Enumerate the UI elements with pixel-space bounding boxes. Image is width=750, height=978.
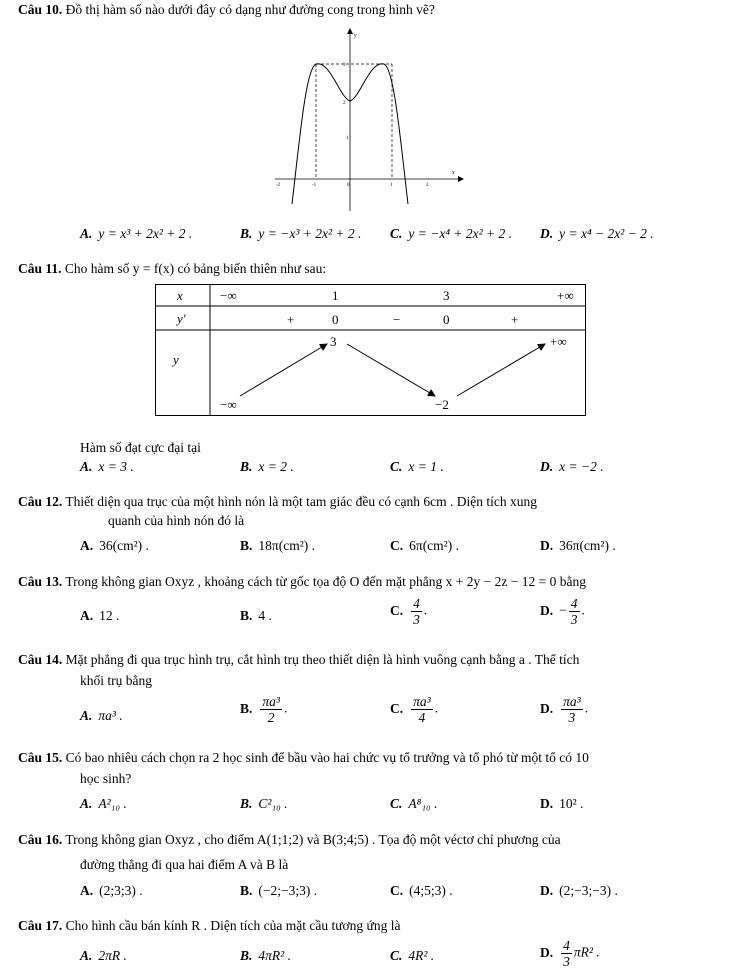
q16-option-a[interactable]: A. (2;3;3) .: [80, 883, 143, 898]
table-x-val-2: 3: [443, 288, 450, 303]
table-x-val-1: 1: [332, 288, 339, 303]
table-sign-1: 0: [332, 312, 339, 327]
graph-y-label: y: [354, 33, 357, 39]
q10-text: Đồ thị hàm số nào dưới đây có dạng như đường cong trong hình vẽ?: [65, 2, 435, 17]
graph-tick-y1: 1: [346, 136, 349, 141]
graph-tick-y2: 2: [343, 101, 346, 106]
table-y-top-1: 3: [330, 334, 337, 349]
q17-header: [18, 918, 400, 934]
q12-number: Câu 12.: [18, 494, 63, 509]
graph-tick-xm2: -2: [276, 183, 281, 188]
q16-text-line2: đường thẳng đi qua hai điểm A và B là: [80, 857, 289, 872]
q12-text-line2: quanh của hình nón đó là: [108, 513, 245, 528]
q13-option-b[interactable]: B. 4 .: [240, 608, 272, 623]
q12-option-d[interactable]: D. 36π(cm²) .: [540, 538, 616, 553]
q14-number: Câu 14.: [18, 652, 63, 667]
q12-option-b[interactable]: B. 18π(cm²) .: [240, 538, 315, 553]
graph-x-label: x: [452, 170, 455, 176]
graph-tick-xm1: -1: [312, 183, 317, 188]
q10-header: [18, 2, 435, 18]
q16-text-line1: Trong không gian Oxyz , cho điểm A(1;1;2) và B(3;4;5) . Tọa độ một véctơ chỉ phương của: [65, 832, 561, 847]
q12-option-c[interactable]: C. 6π(cm²) .: [390, 538, 459, 553]
q12-option-a[interactable]: A. 36(cm²) .: [80, 538, 149, 553]
fraction: $\frac{4}{3}$: [563, 938, 570, 969]
variation-table: [155, 284, 586, 416]
q14-option-b[interactable]: B. $\frac{\text{πa³}}{2}$ .: [240, 694, 288, 725]
q13-option-d[interactable]: D. − $\frac{4}{3}$ .: [540, 596, 585, 627]
q17-text: Cho hình cầu bán kính R . Diện tích của mặt cầu tương ứng là: [65, 918, 401, 933]
q13-option-c[interactable]: C. $\frac{4}{3}$ .: [390, 596, 428, 627]
q10-option-c[interactable]: C. y = −x⁴ + 2x² + 2 .: [390, 226, 513, 241]
q14-option-a[interactable]: A. πa³ .: [80, 708, 123, 723]
q16-option-d[interactable]: D. (2;−3;−3) .: [540, 883, 618, 898]
q11-option-d[interactable]: D. x = −2 .: [540, 459, 604, 474]
q14-option-d[interactable]: D. $\frac{\text{πa³}}{3}$ .: [540, 694, 589, 725]
fraction: $\frac{\text{πa³}}{2}$: [262, 694, 280, 725]
q17-option-a[interactable]: A. 2πR .: [80, 948, 127, 963]
q15-option-c[interactable]: C. A⁸₁₀ .: [390, 796, 438, 811]
q16-option-c[interactable]: C. (4;5;3) .: [390, 883, 453, 898]
graph-tick-y3: 3: [343, 63, 346, 68]
q10-graph: [270, 26, 470, 216]
q15-option-b[interactable]: B. C²₁₀ .: [240, 796, 288, 811]
q10-option-d[interactable]: D. y = x⁴ − 2x² − 2 .: [540, 226, 654, 241]
table-y-bot-1: −∞: [220, 397, 237, 412]
table-sign-4: +: [511, 312, 519, 327]
q10-number: Câu 10.: [18, 2, 63, 17]
table-y-head: y: [173, 352, 179, 367]
q15-text-line1: Có bao nhiêu cách chọn ra 2 học sinh để bầu vào hai chức vụ tổ trưởng và tổ phó từ một tổ có 10: [65, 750, 589, 765]
q14-text-line1: Mặt phẳng đi qua trục hình trụ, cắt hình trụ theo thiết diện là hình vuông cạnh bằng a . Thể tích: [65, 652, 580, 667]
table-sign-3: 0: [443, 312, 450, 327]
q11-text: Cho hàm số y = f(x) có bảng biến thiên như sau:: [64, 261, 327, 276]
q15-option-a[interactable]: A. A²₁₀ .: [80, 796, 127, 811]
q13-text: Trong không gian Oxyz , khoảng cách từ gốc tọa độ O đến mặt phẳng x + 2y − 2z − 12 = 0 bằng: [65, 574, 586, 589]
q11-prompt: Hàm số đạt cực đại tại: [80, 440, 201, 455]
table-x-head: x: [177, 288, 183, 303]
table-sign-0: +: [287, 312, 295, 327]
table-y-top-2: +∞: [550, 334, 567, 349]
q11-option-c[interactable]: C. x = 1 .: [390, 459, 444, 474]
q14-header: [18, 652, 579, 668]
q13-option-a[interactable]: A. 12 .: [80, 608, 120, 623]
graph-tick-x2: 2: [426, 183, 429, 188]
fraction: $\frac{\text{πa³}}{4}$: [413, 694, 431, 725]
q14-text-line2: khối trụ bằng: [80, 673, 152, 688]
q11-number: Câu 11.: [18, 261, 62, 276]
q12-header: [18, 494, 537, 510]
q16-header: [18, 832, 561, 848]
q15-text-line2: học sinh?: [80, 771, 132, 786]
q15-header: [18, 750, 589, 766]
table-x-val-3: +∞: [557, 288, 574, 303]
q17-option-b[interactable]: B. 4πR² .: [240, 948, 291, 963]
q11-option-b[interactable]: B. x = 2 .: [240, 459, 294, 474]
q15-number: Câu 15.: [18, 750, 63, 765]
table-y-bot-2: −2: [435, 397, 449, 412]
q13-header: [18, 574, 586, 590]
table-yp-head: y': [177, 311, 186, 326]
table-x-val-0: −∞: [220, 288, 237, 303]
q17-number: Câu 17.: [18, 918, 63, 933]
q16-option-b[interactable]: B. (−2;−3;3) .: [240, 883, 318, 898]
graph-tick-x1: 1: [390, 183, 393, 188]
fraction: $\frac{4}{3}$: [570, 596, 578, 627]
q17-option-d[interactable]: D. $\frac{4}{3}$ πR² .: [540, 938, 600, 969]
q13-number: Câu 13.: [18, 574, 63, 589]
fraction: $\frac{\text{πa³}}{3}$: [563, 694, 581, 725]
q10-option-a[interactable]: A. y = x³ + 2x² + 2 .: [80, 226, 193, 241]
q12-text-line1: Thiết diện qua trục của một hình nón là một tam giác đều có cạnh 6cm . Diện tích xung: [65, 494, 538, 509]
q16-number: Câu 16.: [18, 832, 63, 847]
graph-tick-x0: 0: [347, 183, 350, 188]
q17-option-c[interactable]: C. 4R² .: [390, 948, 435, 963]
q14-option-c[interactable]: C. $\frac{\text{πa³}}{4}$ .: [390, 694, 439, 725]
q11-header: [18, 261, 326, 277]
q10-option-b[interactable]: B. y = −x³ + 2x² + 2 .: [240, 226, 362, 241]
table-sign-2: −: [393, 312, 401, 327]
fraction: $\frac{4}{3}$: [413, 596, 420, 627]
q11-option-a[interactable]: A. x = 3 .: [80, 459, 134, 474]
q15-option-d[interactable]: D. 10² .: [540, 796, 584, 811]
